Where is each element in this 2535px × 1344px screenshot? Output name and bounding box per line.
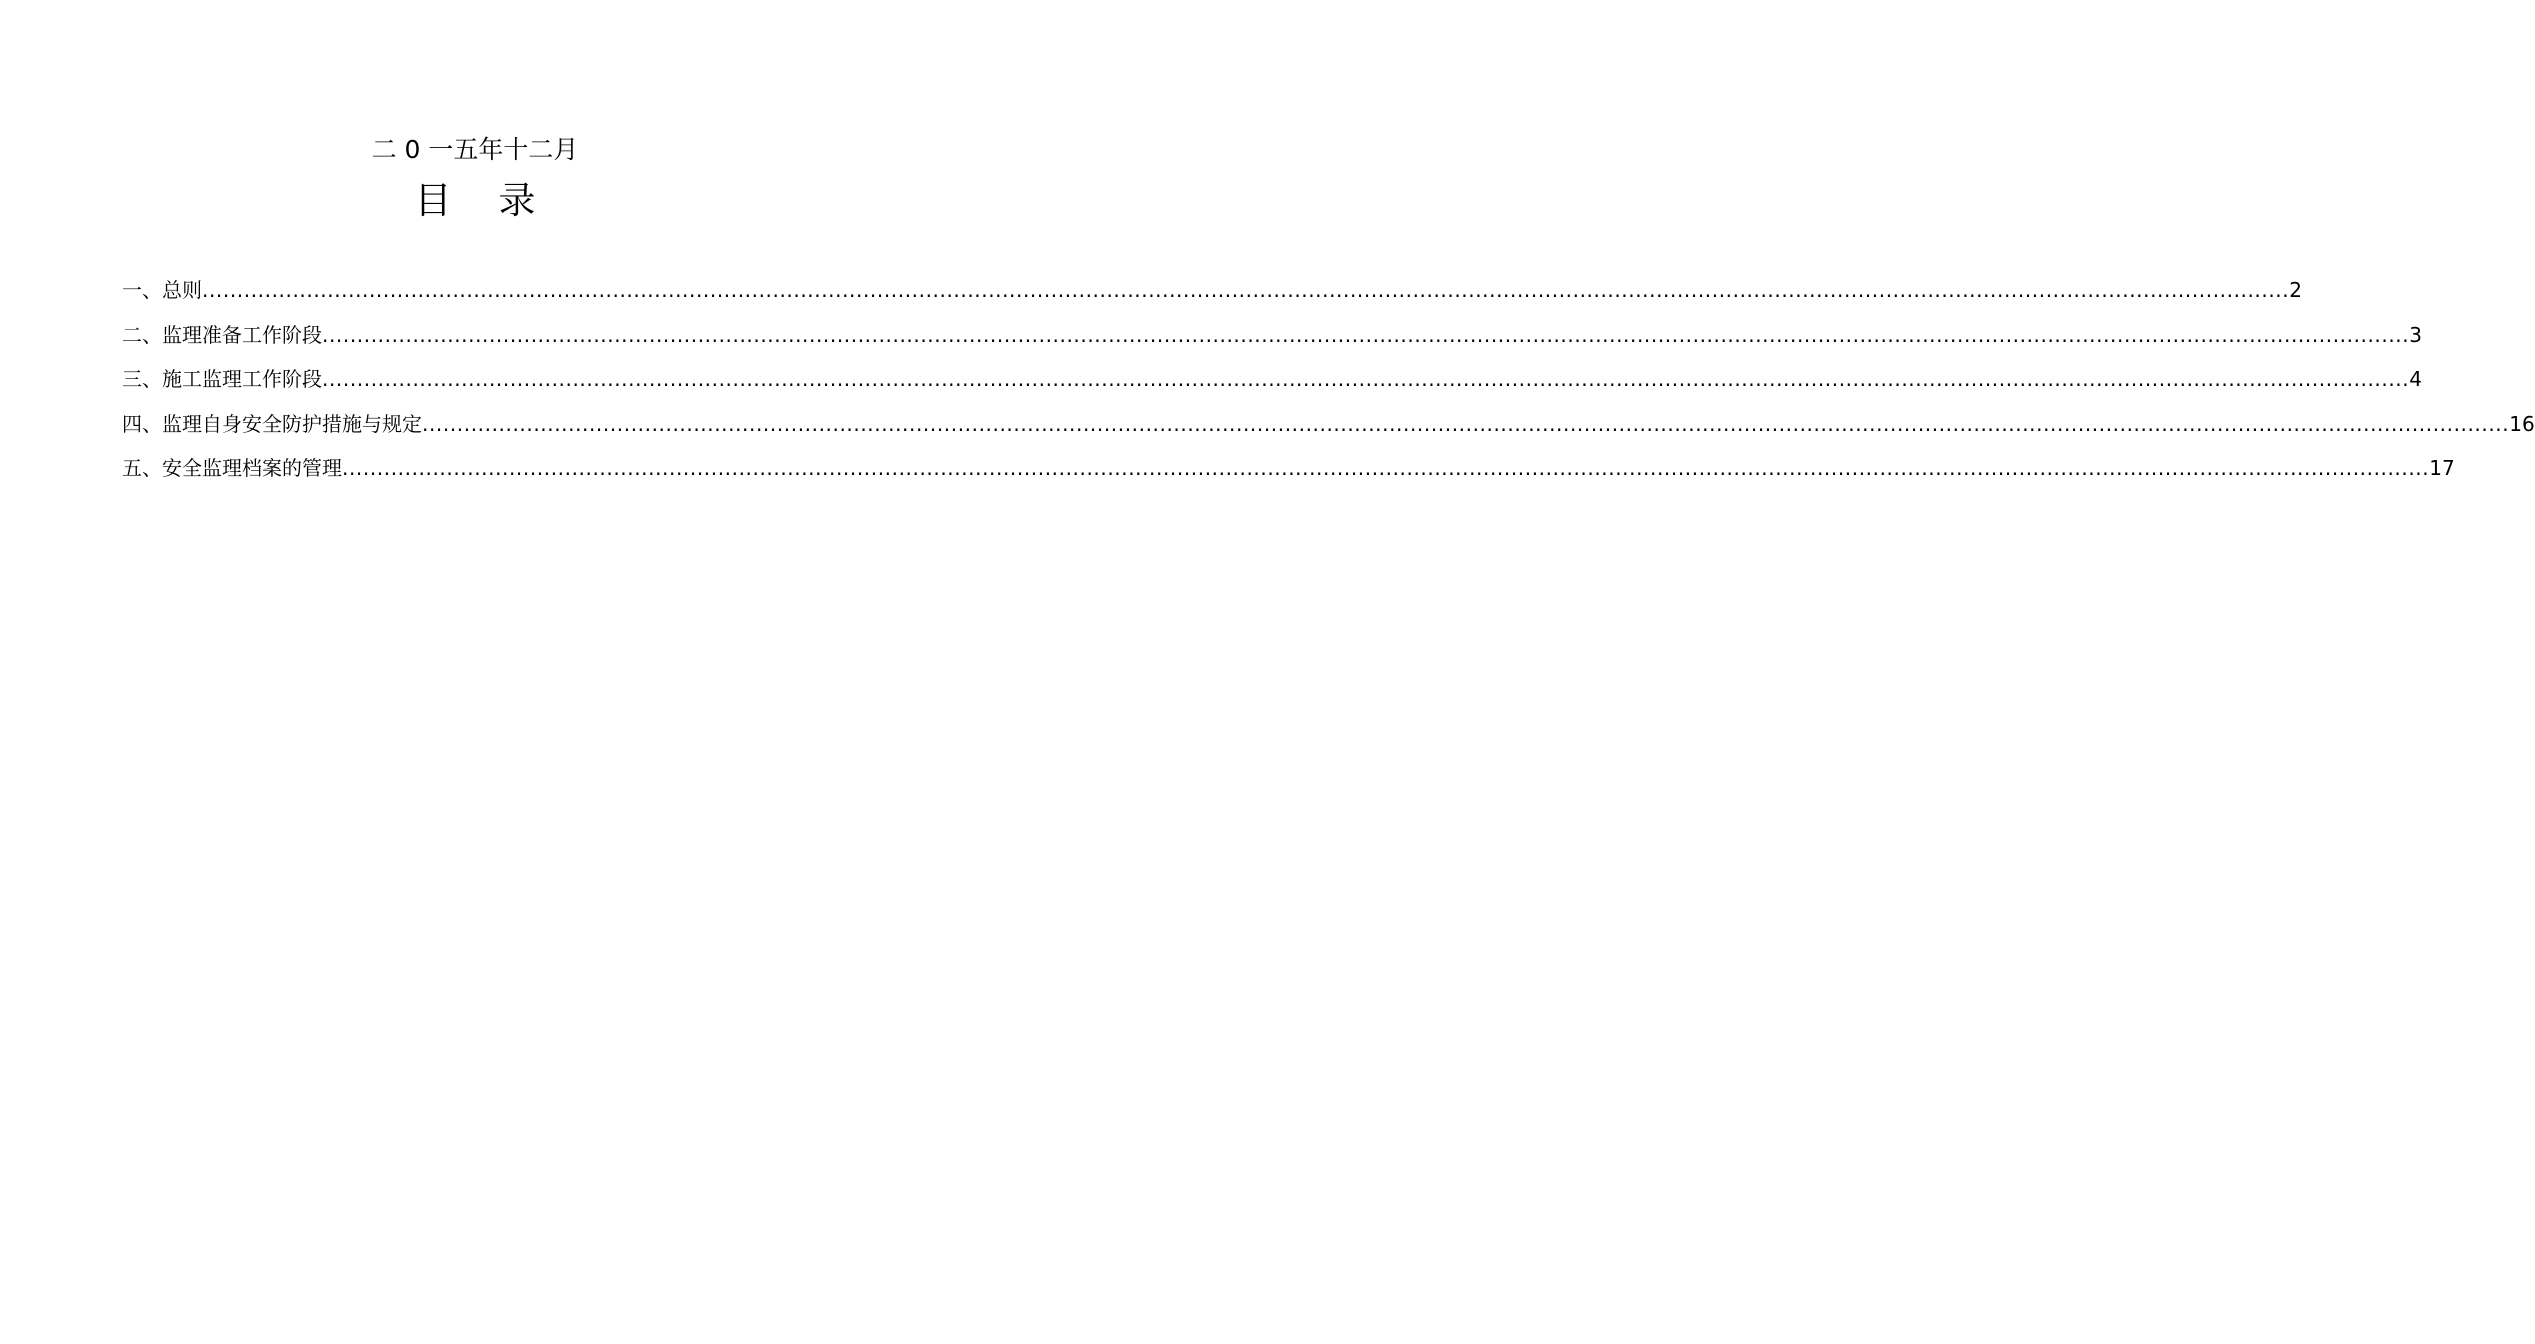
toc-entry[interactable] bbox=[122, 446, 2455, 491]
toc-entry-label: 四、监理自身安全防护措施与规定 bbox=[122, 411, 422, 436]
toc-leader-dots: ............................................................................................................................................................................................................................................................................................................ bbox=[322, 367, 2410, 391]
toc-entry-page: 17 bbox=[2429, 456, 2455, 480]
toc-entry[interactable] bbox=[122, 402, 2535, 447]
toc-entry[interactable] bbox=[122, 268, 2302, 313]
toc-entry-page: 16 bbox=[2509, 411, 2535, 436]
toc-entry[interactable] bbox=[122, 313, 2422, 358]
toc-entry-label: 二、监理准备工作阶段 bbox=[122, 322, 322, 347]
toc-entry-label: 三、施工监理工作阶段 bbox=[122, 367, 322, 391]
toc-entry-label: 一、总则 bbox=[122, 278, 202, 302]
toc-entry[interactable] bbox=[122, 357, 2422, 402]
toc-leader-dots: ............................................................................................................................................................................................................................................................................................................ bbox=[322, 322, 2410, 347]
toc-entry-page: 3 bbox=[2409, 322, 2422, 347]
toc-leader-dots: ............................................................................................................................................................................................................................................................................................................ bbox=[422, 411, 2510, 436]
table-of-contents bbox=[122, 268, 2535, 491]
toc-entry-page: 2 bbox=[2289, 278, 2302, 302]
toc-entry-label: 五、安全监理档案的管理 bbox=[122, 456, 342, 480]
toc-leader-dots: ............................................................................................................................................................................................................................................................................................................ bbox=[342, 456, 2430, 480]
document-date: 二 0 一五年十二月 bbox=[371, 135, 579, 164]
toc-title: 目 录 bbox=[414, 179, 536, 222]
toc-leader-dots: ............................................................................................................................................................................................................................................................................................................ bbox=[202, 278, 2290, 302]
toc-entry-page: 4 bbox=[2409, 367, 2422, 391]
